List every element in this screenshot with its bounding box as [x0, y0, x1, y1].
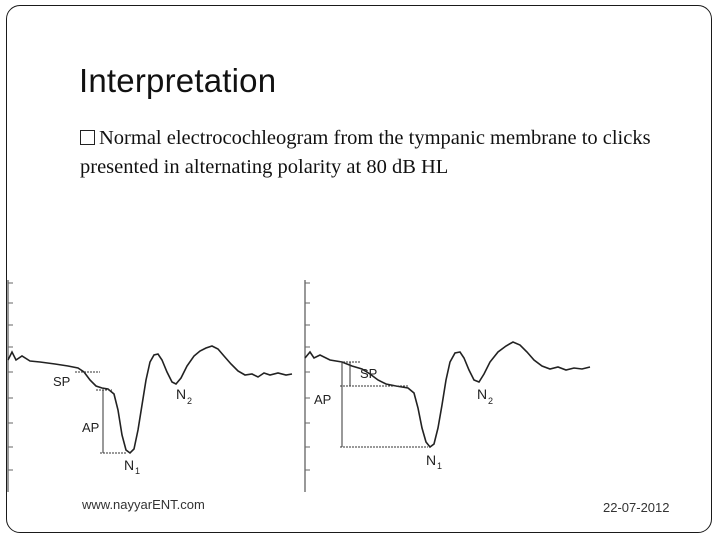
right-waveform — [305, 342, 590, 447]
footer-website: www.nayyarENT.com — [82, 497, 205, 512]
electrocochleogram-figure — [0, 270, 720, 500]
footer-date: 22-07-2012 — [603, 500, 670, 515]
left-n2-label: N — [176, 386, 187, 402]
left-sp-label: SP — [53, 374, 71, 389]
square-bullet-icon — [80, 130, 95, 145]
right-axis-ticks — [305, 283, 310, 470]
left-ap-label: AP — [82, 420, 100, 435]
right-ecochg-panel — [305, 280, 590, 492]
right-n2-label: N — [477, 386, 488, 402]
left-axis-ticks — [8, 283, 13, 470]
right-sp-label: SP — [360, 366, 378, 381]
bullet-item — [80, 124, 700, 182]
left-n2-subscript: 2 — [187, 396, 193, 406]
left-n1-subscript: 1 — [135, 466, 141, 476]
right-n1-label: N — [426, 452, 437, 468]
left-ecochg-panel — [8, 280, 292, 492]
bullet-text: Normal electrocochleogram from the tympanic membrane to clicks presented in alternating polarity at 80 dB HL — [80, 127, 651, 178]
right-ap-label: AP — [314, 392, 332, 407]
left-n1-label: N — [124, 457, 135, 473]
right-n1-subscript: 1 — [437, 461, 443, 471]
right-n2-subscript: 2 — [488, 396, 494, 406]
slide-title: Interpretation — [79, 62, 277, 99]
left-waveform — [8, 346, 292, 453]
